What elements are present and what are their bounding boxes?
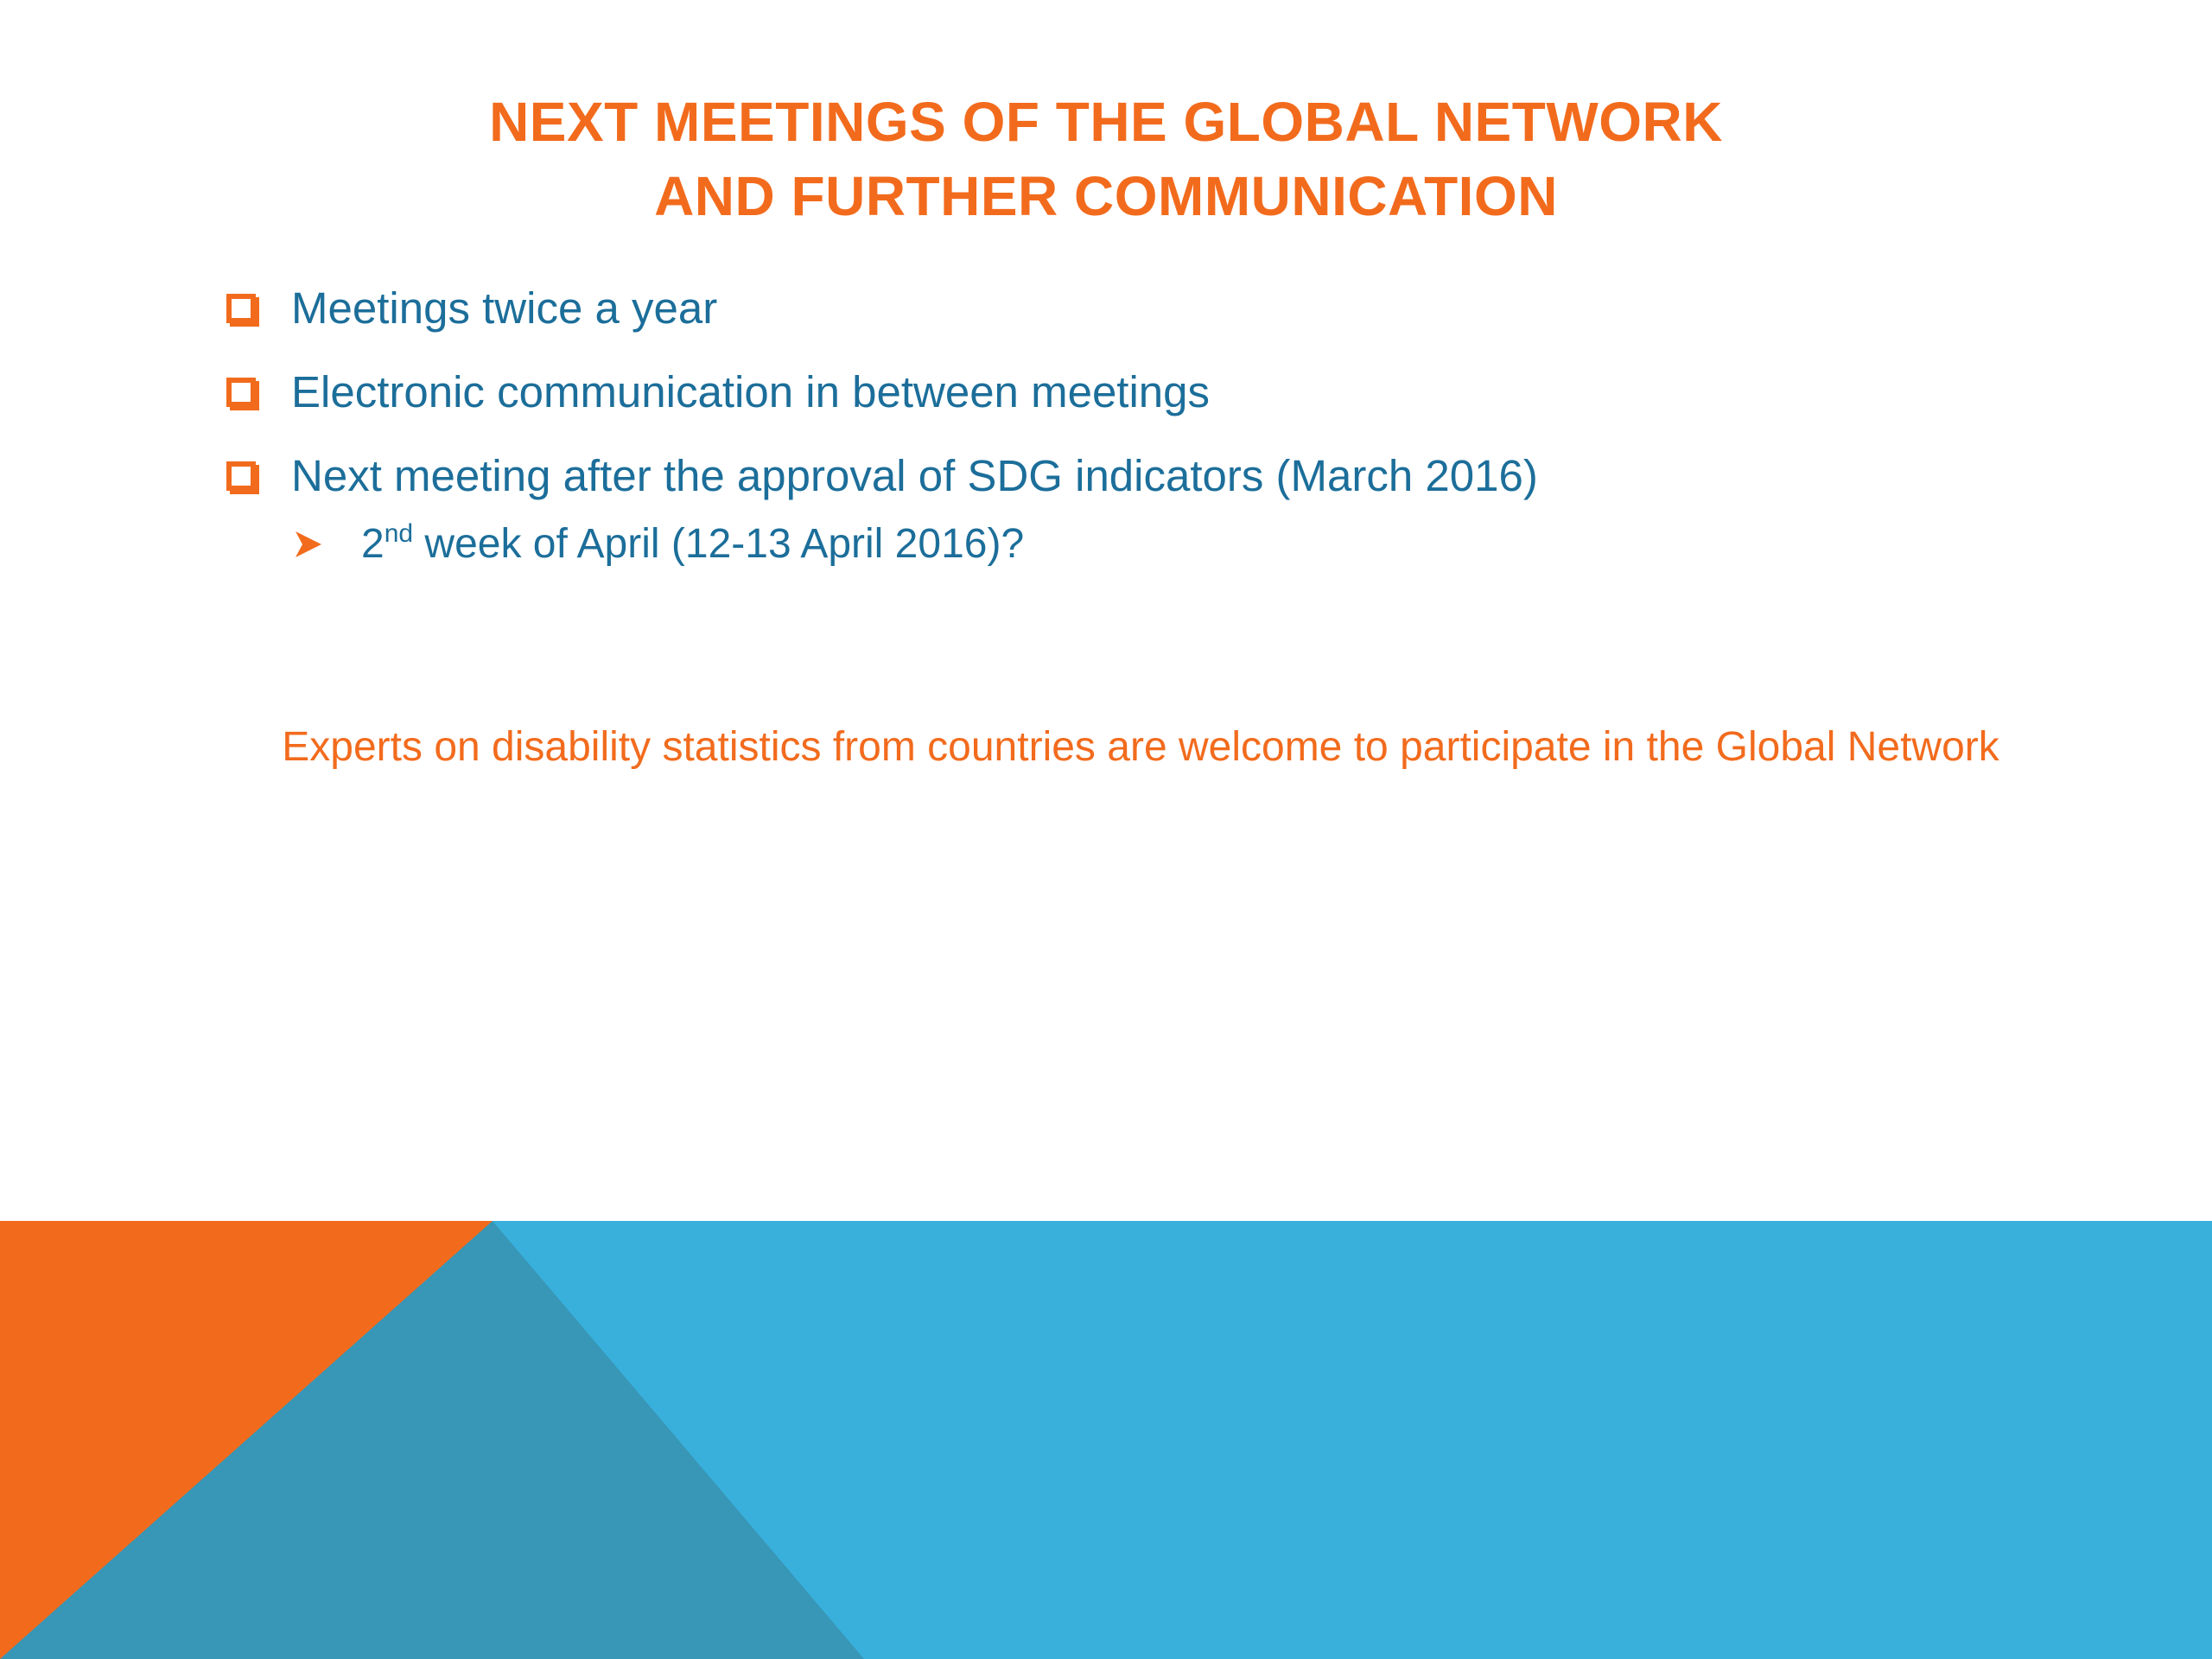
checkbox-icon [226, 294, 256, 323]
bullet-list [220, 275, 1948, 526]
bullet-text: Electronic communication in between meetings [291, 367, 1211, 416]
sub-bullet-rest: week of April (12-13 April 2016)? [413, 521, 1025, 567]
arrowhead-icon [296, 531, 321, 557]
title-line-2: AND FURTHER COMMUNICATION [654, 165, 1558, 227]
decorative-footer-shapes [0, 1221, 2212, 1659]
bullet-text: Next meeting after the approval of SDG indicators (March 2016) [291, 451, 1538, 500]
checkbox-icon [226, 461, 256, 491]
sub-bullet-text [361, 514, 1024, 575]
bullet-text: Meetings twice a year [291, 283, 718, 333]
title-line-1: NEXT MEETINGS OF THE GLOBAL NETWORK [489, 91, 1723, 153]
sub-bullet-prefix: 2 [361, 521, 385, 567]
sub-bullet-superscript: nd [384, 519, 414, 548]
checkbox-icon [226, 378, 256, 407]
slide-title [0, 85, 2212, 233]
participation-note: Experts on disability statistics from countries are welcome to participate in the Global Network [282, 724, 1999, 770]
bullet-item [220, 275, 1948, 359]
bullet-item [220, 359, 1948, 442]
